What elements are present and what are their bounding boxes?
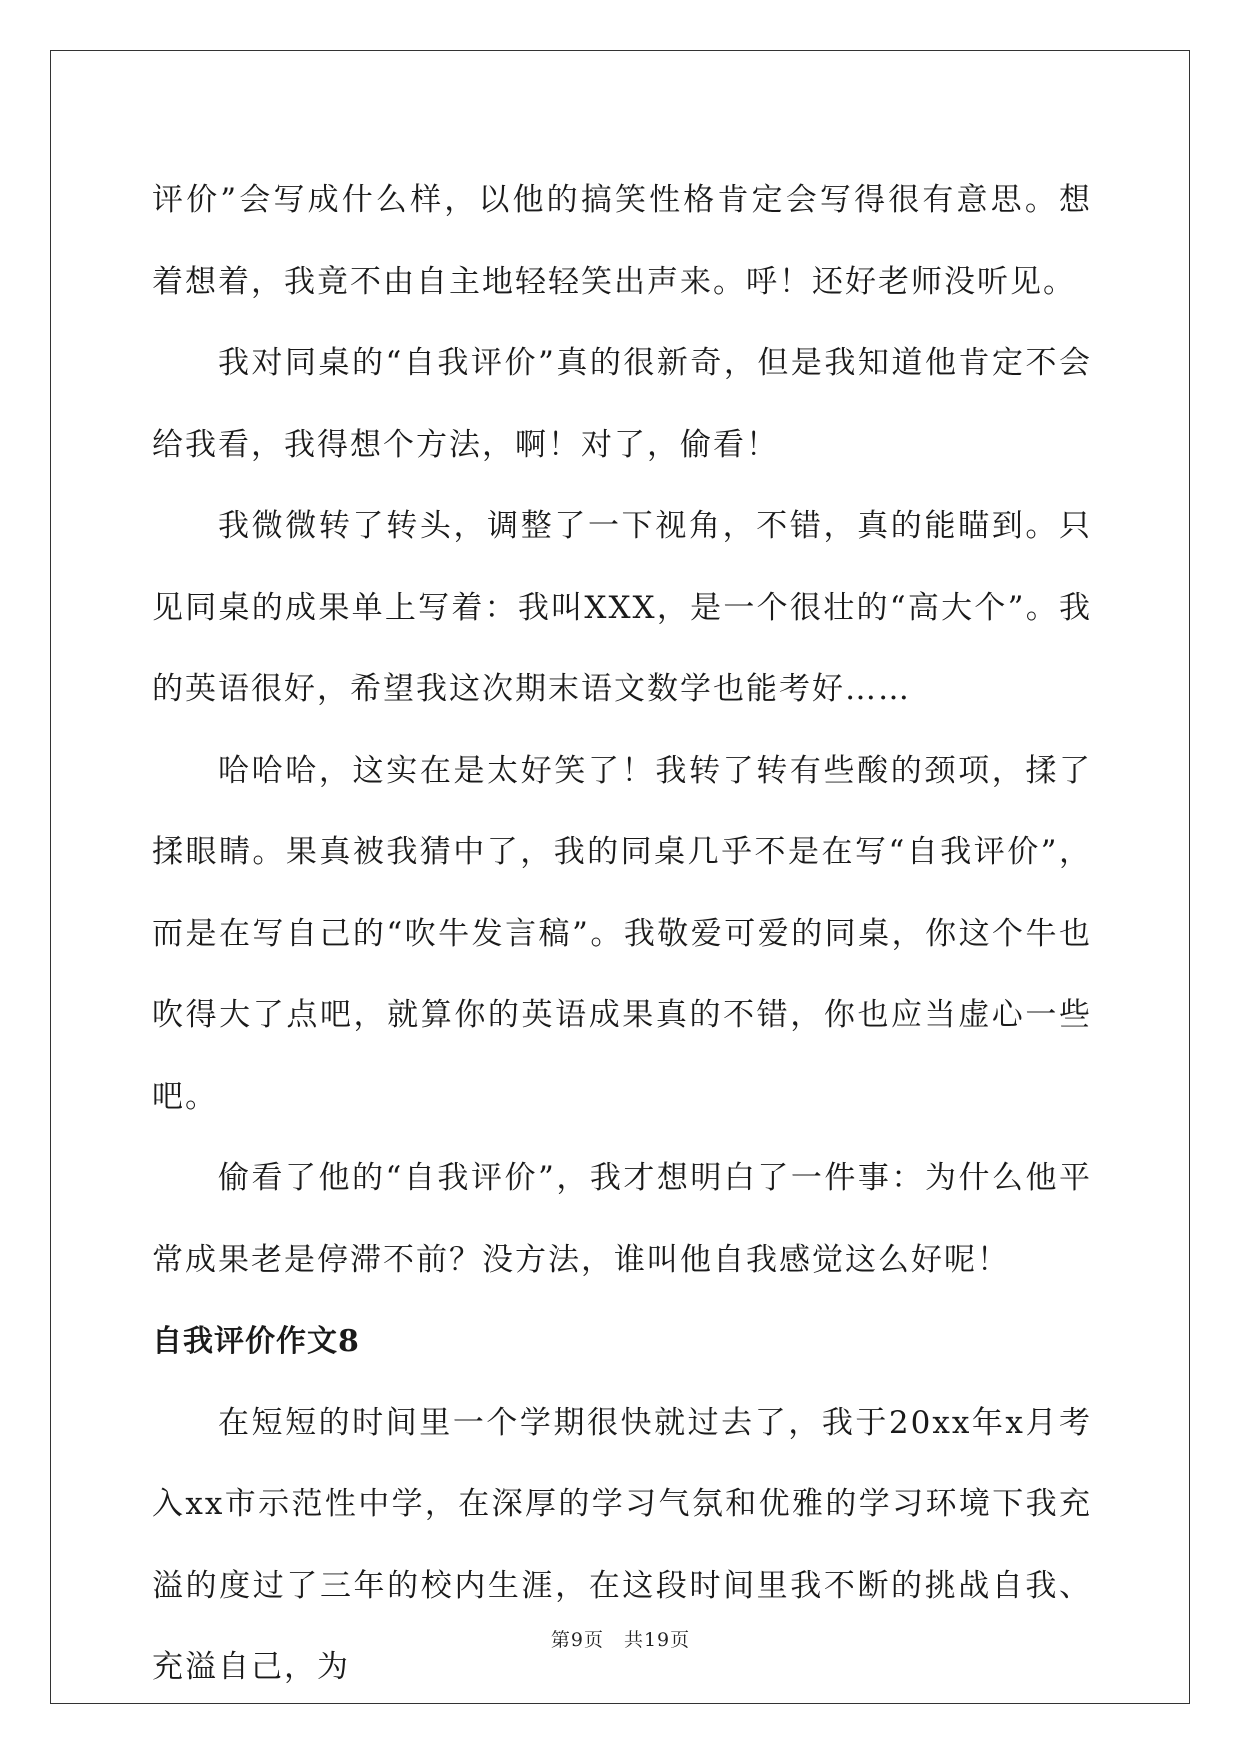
section-heading: 自我评价作文8 [152,1324,360,1359]
paragraph-5: 偷看了他的“自我评价”，我才想明白了一件事：为什么他平常成果老是停滞不前？没方法，谁叫他自我感觉这么好呢！ [152,1160,1092,1278]
paragraph-1: 评价”会写成什么样，以他的搞笑性格肯定会写得很有意思。想着想着，我竟不由自主地轻轻笑出声来。呼！还好老师没听见。 [152,182,1092,300]
page-number-footer: 第9页 共19页 [550,1629,691,1651]
paragraph-2: 我对同桌的“自我评价”真的很新奇，但是我知道他肯定不会给我看，我得想个方法，啊！对了，偷看！ [152,345,1092,463]
paragraph-3: 我微微转了转头，调整了一下视角，不错，真的能瞄到。只见同桌的成果单上写着：我叫XXX，是一个很壮的“高大个”。我的英语很好，希望我这次期末语文数学也能考好…… [152,508,1092,707]
document-body [152,160,1092,1709]
paragraph-4: 哈哈哈，这实在是太好笑了！我转了转有些酸的颈项，揉了揉眼睛。果真被我猜中了，我的同桌几乎不是在写“自我评价”，而是在写自己的“吹牛发言稿”。我敬爱可爱的同桌，你这个牛也吹得大了点吧，就算你的英语成果真的不错，你也应当虚心一些吧。 [152,752,1092,1115]
paragraph-6: 在短短的时间里一个学期很快就过去了，我于20xx年x月考入xx市示范性中学，在深厚的学习气氛和优雅的学习环境下我充溢的度过了三年的校内生涯，在这段时间里我不断的挑战自我、充溢自己，为 [152,1404,1092,1685]
